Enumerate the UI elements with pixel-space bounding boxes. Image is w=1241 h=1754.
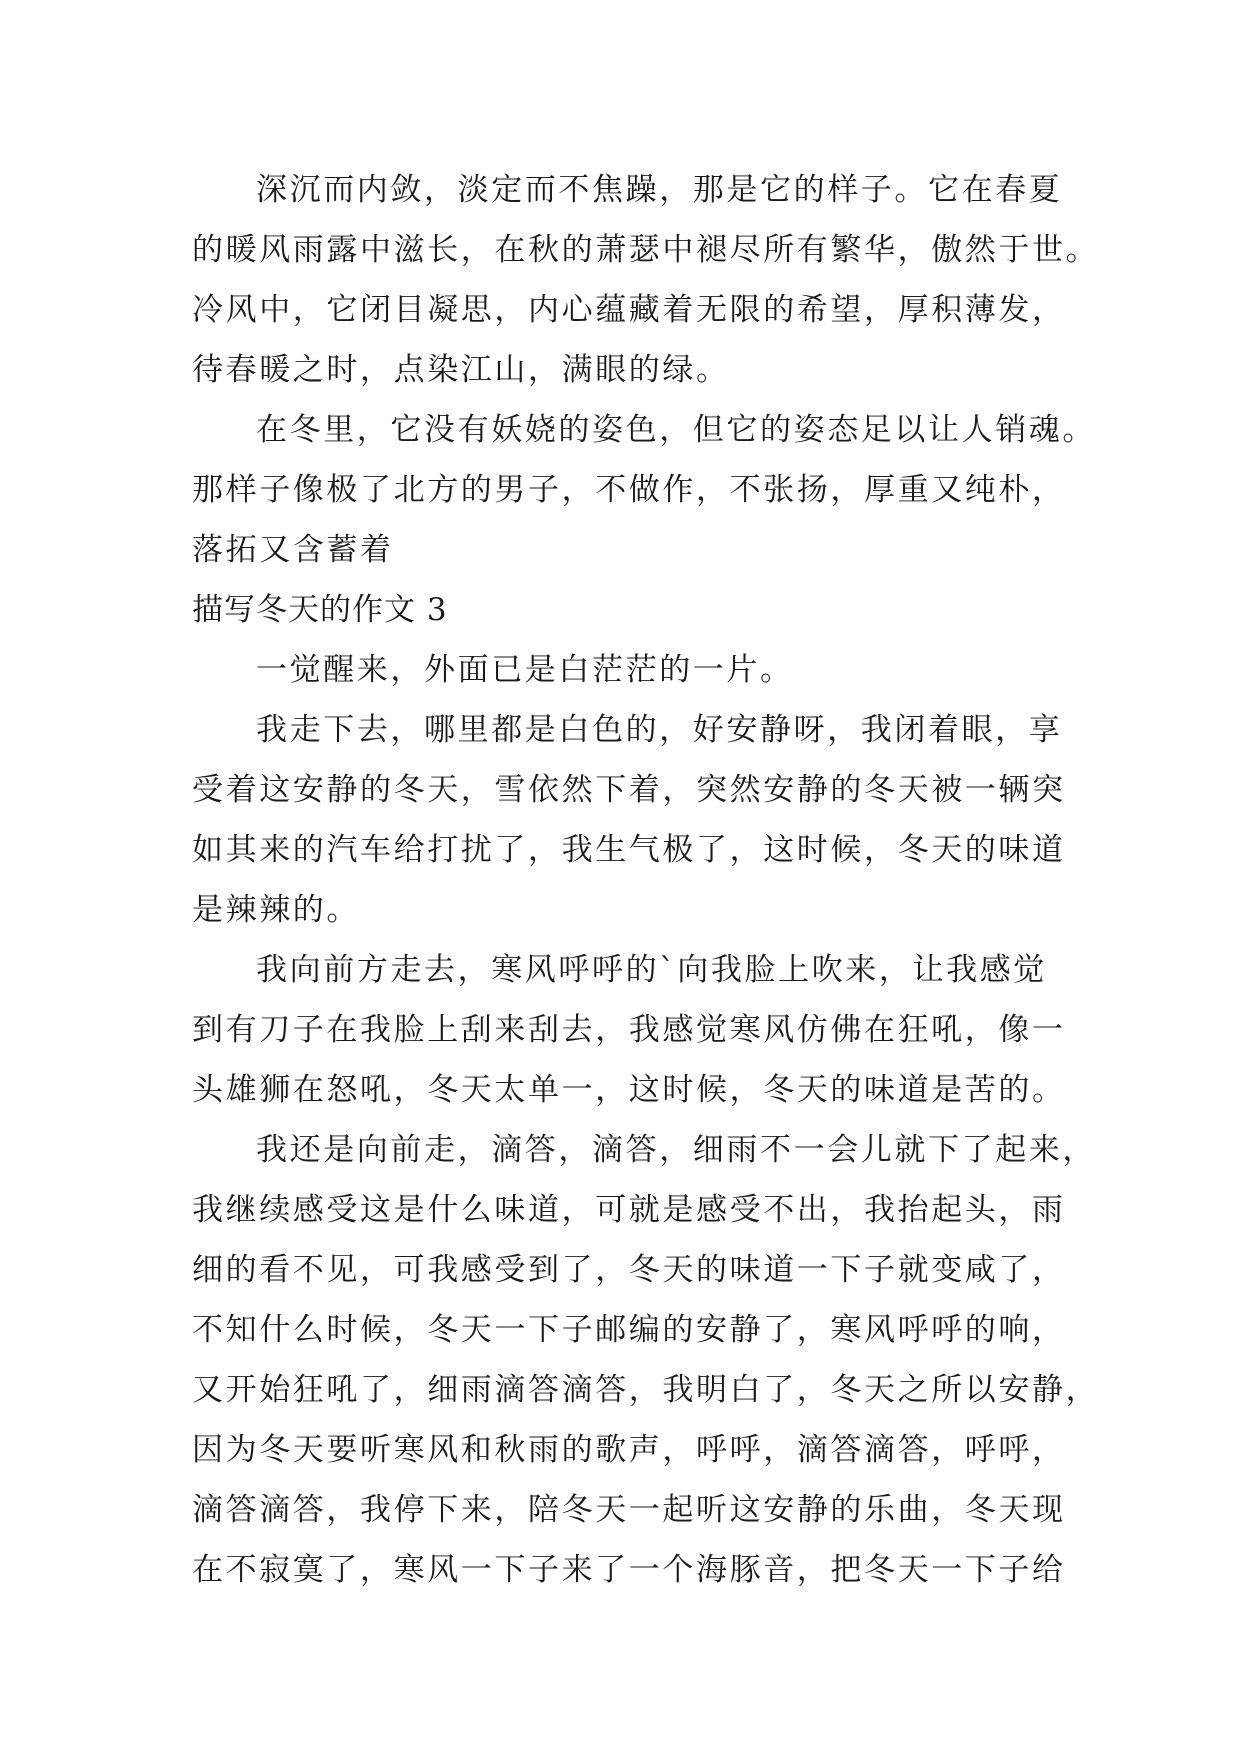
text-line: 头雄狮在怒吼，冬天太单一，这时候，冬天的味道是苦的。 (192, 1072, 1066, 1108)
text-line: 细的看不见，可我感受到了，冬天的味道一下子就变咸了， (192, 1252, 1066, 1288)
text-line: 滴答滴答，我停下来，陪冬天一起听这安静的乐曲，冬天现 (192, 1492, 1066, 1528)
paragraph (192, 160, 1100, 400)
text-line: 我还是向前走，滴答，滴答，细雨不一会儿就下了起来， (256, 1132, 1096, 1168)
paragraph (192, 640, 1052, 700)
text-line: 待春暖之时，点染江山，满眼的绿。 (192, 352, 730, 388)
text-line: 因为冬天要听寒风和秋雨的歌声，呼呼，滴答滴答，呼呼， (192, 1432, 1066, 1468)
paragraph (192, 1120, 1100, 1600)
text-line: 我继续感受这是什么味道，可就是感受不出，我抬起头，雨 (192, 1192, 1066, 1228)
text-line: 那样子像极了北方的男子，不做作，不张扬，厚重又纯朴， (192, 472, 1066, 508)
paragraph (192, 400, 1096, 580)
text-line: 落拓又含蓄着 (192, 532, 394, 568)
text-line: 到有刀子在我脸上刮来刮去，我感觉寒风仿佛在狂吼，像一 (192, 1012, 1066, 1048)
section-heading: 描写冬天的作文 3 (192, 592, 448, 628)
text-line: 深沉而内敛，淡定而不焦躁，那是它的样子。它在春夏 (256, 172, 1063, 208)
text-line: 如其来的汽车给打扰了，我生气极了，这时候，冬天的味道 (192, 832, 1066, 868)
paragraph (192, 940, 1066, 1120)
text-line: 的暖风雨露中滋长，在秋的萧瑟中褪尽所有繁华，傲然于世。 (192, 232, 1100, 268)
text-line: 我走下去，哪里都是白色的，好安静呀，我闭着眼，享 (256, 712, 1063, 748)
text-line: 不知什么时候，冬天一下子邮编的安静了，寒风呼呼的响， (192, 1312, 1066, 1348)
text-line: 受着这安静的冬天，雪依然下着，突然安静的冬天被一辆突 (192, 772, 1066, 808)
text-line: 是辣辣的。 (192, 892, 360, 928)
text-line: 冷风中，它闭目凝思，内心蕴藏着无限的希望，厚积薄发， (192, 292, 1066, 328)
text-line: 我向前方走去，寒风呼呼的`向我脸上吹来，让我感觉 (256, 952, 1047, 988)
text-line: 又开始狂吼了，细雨滴答滴答，我明白了，冬天之所以安静， (192, 1372, 1100, 1408)
paragraph (192, 700, 1066, 940)
text-line: 一觉醒来，外面已是白茫茫的一片。 (256, 652, 794, 688)
text-line: 在冬里，它没有妖娆的姿色，但它的姿态足以让人销魂。 (256, 412, 1096, 448)
text-line: 在不寂寞了，寒风一下子来了一个海豚音，把冬天一下子给 (192, 1552, 1066, 1588)
document-body (192, 160, 1100, 1600)
